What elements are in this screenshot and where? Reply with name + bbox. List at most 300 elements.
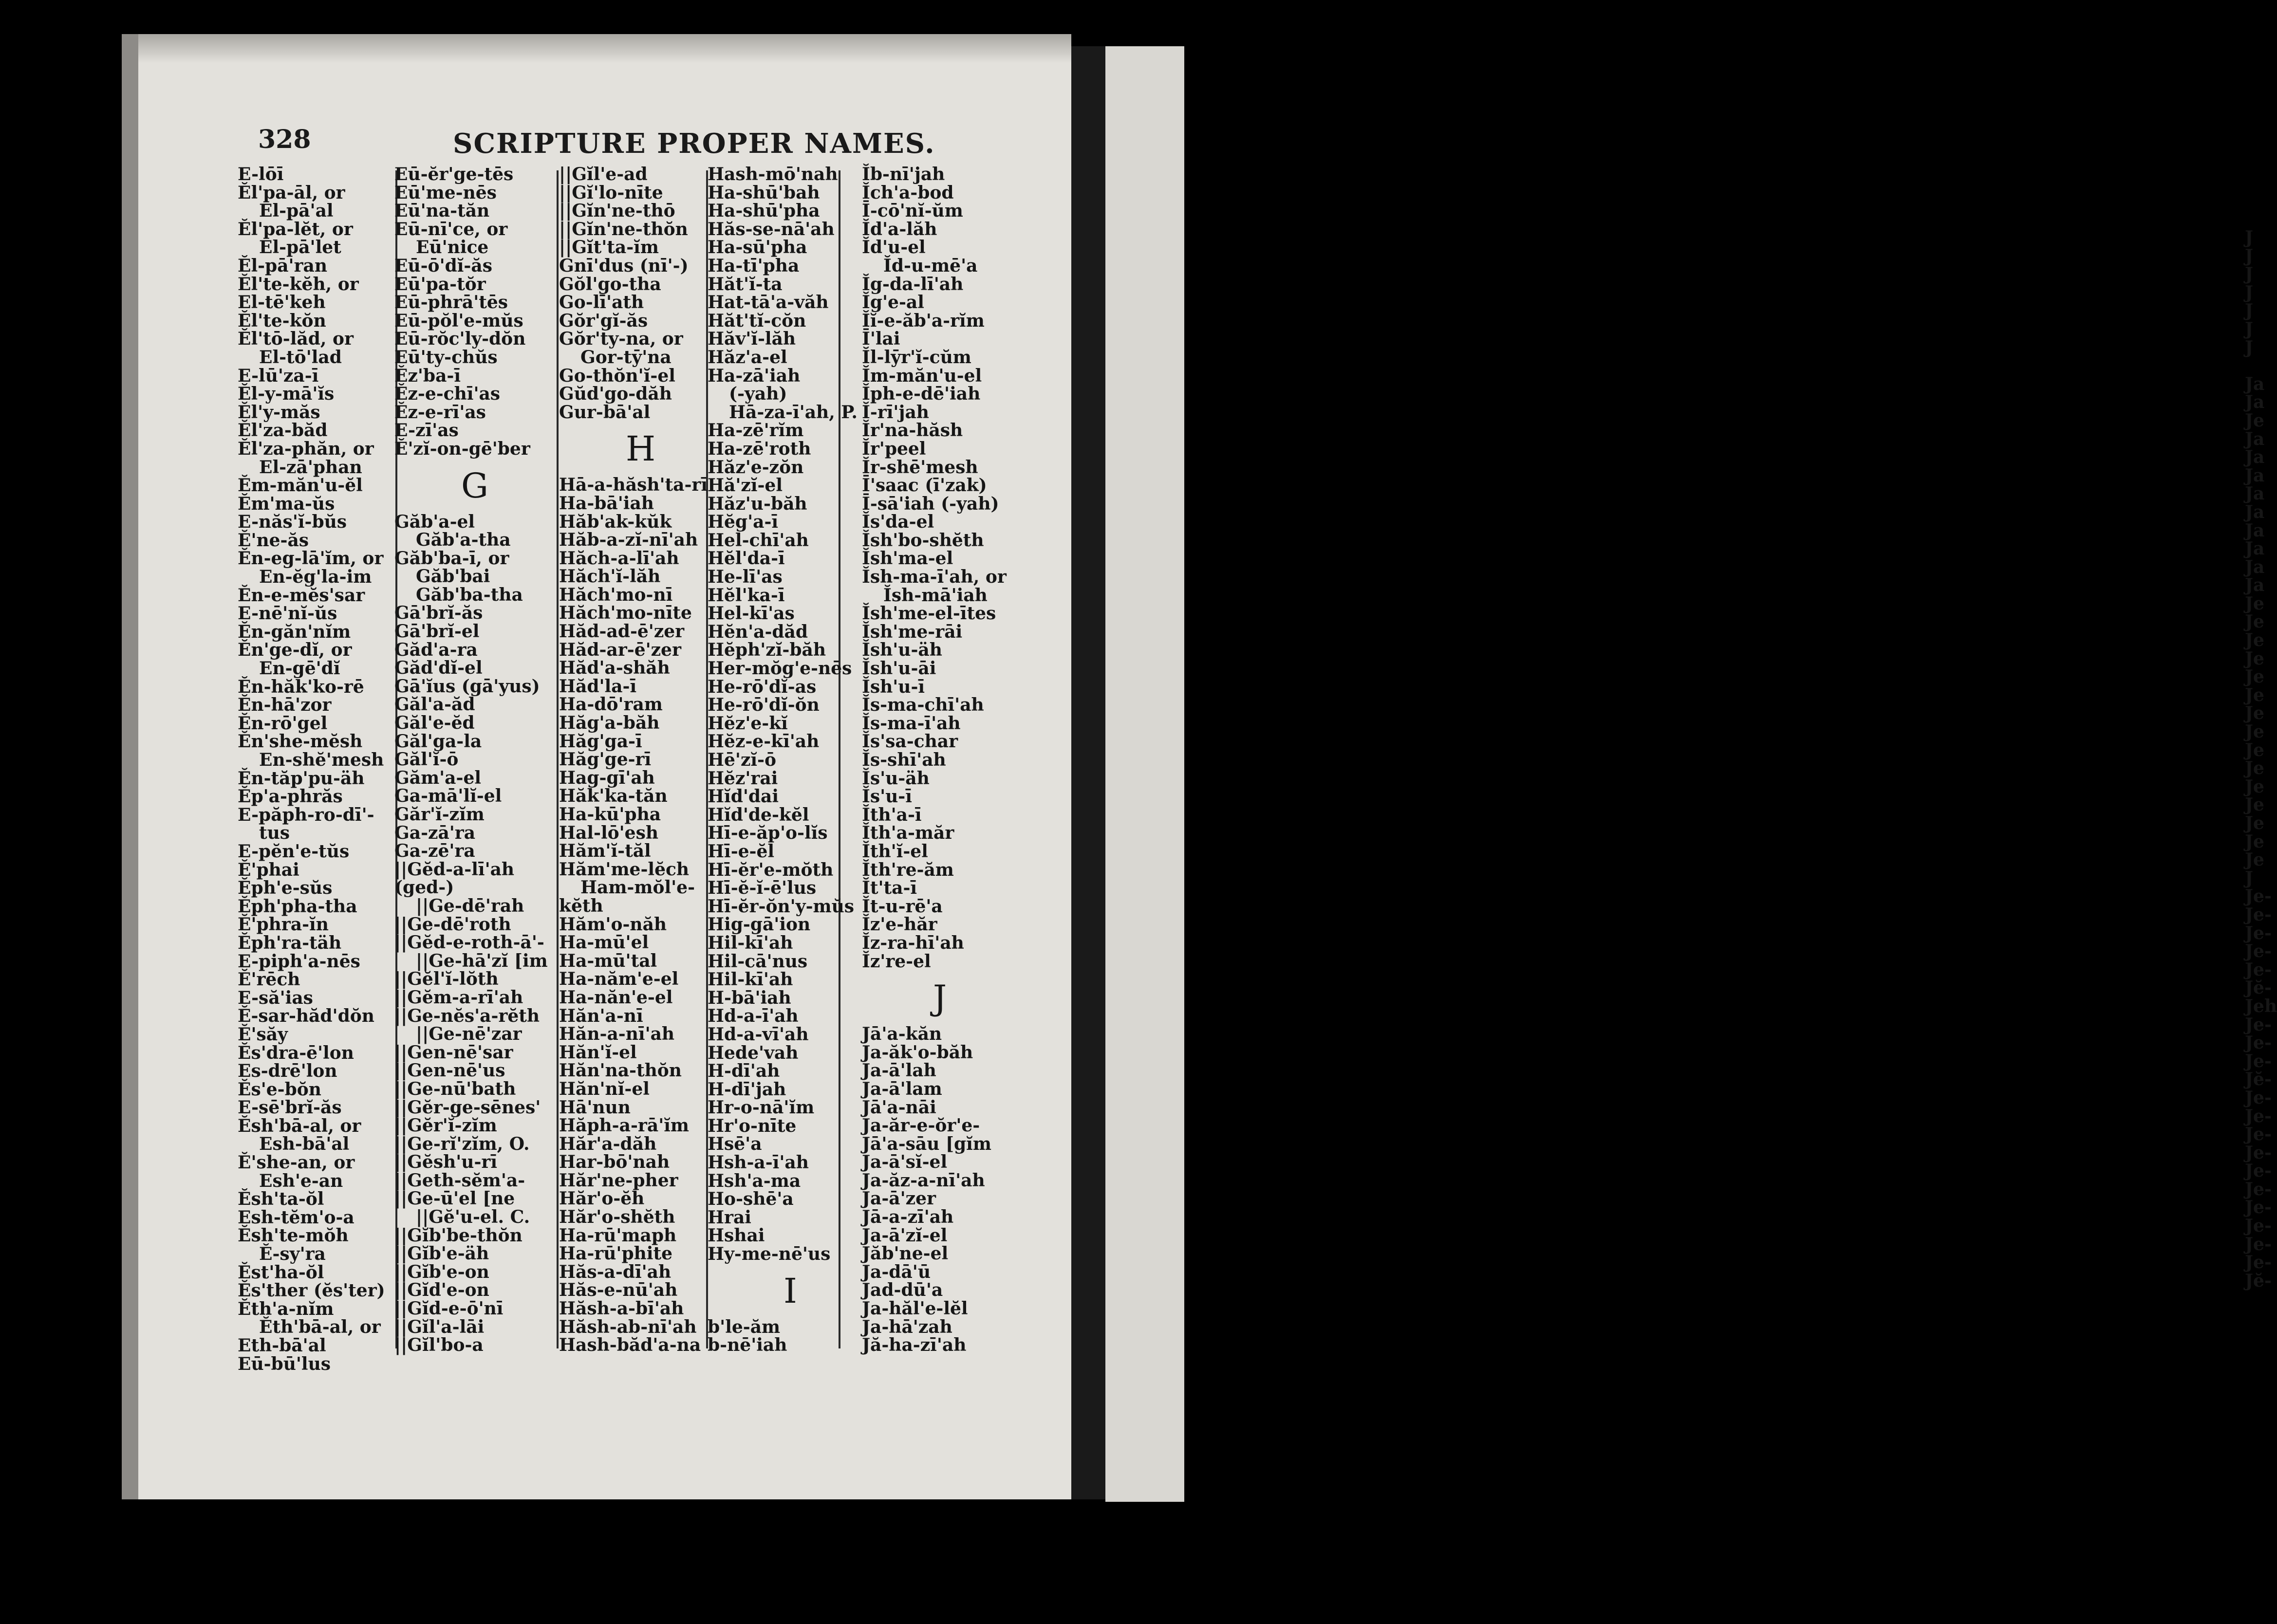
name-entry: Hshai — [708, 1225, 765, 1246]
name-entry: En-gē'dĭ — [259, 658, 340, 679]
next-page-fragment: Je — [2245, 813, 2264, 833]
next-page-fragment: Je- — [2245, 1033, 2272, 1053]
next-page-fragment: Ja — [2245, 392, 2265, 413]
name-entry: b'le-ăm — [708, 1316, 781, 1337]
next-page-fragment: Je- — [2245, 959, 2272, 980]
name-entry: ||Gĭl'e-ad — [559, 164, 648, 185]
name-entry: Eū-bū'lus — [238, 1353, 331, 1374]
name-entry: Hil-kī'ah — [708, 932, 793, 953]
name-entry: Hr-o-nā'ĭm — [708, 1097, 815, 1118]
name-entry: Hrai — [708, 1207, 751, 1228]
name-entry: Ĕ'she-an, or — [238, 1152, 355, 1173]
name-entry: Ham-mŏl'e- — [580, 877, 695, 898]
name-entry: ||Gĕd-a-lī'ah — [394, 859, 515, 880]
name-entry: Ha-shū'bah — [708, 182, 820, 203]
name-entry: Hăd-ar-ē'zer — [559, 639, 681, 660]
name-entry: Eū-ĕr'ge-tēs — [394, 164, 514, 185]
name-entry: Ĕl'y-măs — [238, 402, 320, 423]
name-entry: Hede'vah — [708, 1042, 799, 1063]
next-page-fragment: Je- — [2245, 1142, 2272, 1163]
name-entry: Ha-zā'iah — [708, 365, 801, 386]
name-entry: Hăz'a-el — [708, 347, 787, 368]
name-entry: Hē'zĭ-ō — [708, 750, 777, 770]
name-entry: Hig-gā'ion — [708, 914, 811, 935]
name-entry: Hăb-a-zĭ-nī'ah — [559, 530, 698, 551]
next-page-fragment: Ja — [2245, 556, 2265, 577]
name-entry: ||Gĕr-ge-sēnes' — [394, 1097, 541, 1118]
name-entry: Hăm'me-lĕch — [559, 859, 690, 880]
name-entry: Ja-ā'sĭ-el — [862, 1152, 948, 1173]
name-entry: Hăch'mo-nīte — [559, 603, 692, 624]
name-entry: Ĭsh'u-äh — [862, 640, 942, 661]
name-entry: kĕth — [559, 895, 603, 916]
name-entry: Ha-mū'tal — [559, 950, 657, 971]
name-entry: ||Ge-dē'rah — [416, 895, 524, 916]
name-entry: Ĭt-u-rē'a — [862, 896, 943, 917]
name-entry: Ha-zē'roth — [708, 438, 811, 459]
name-entry: Găm'a-el — [394, 767, 482, 788]
section-letter-heading: H — [625, 429, 656, 469]
name-entry: E-păph-ro-dī'- — [238, 804, 374, 825]
name-entry: H-dī'ah — [708, 1061, 780, 1082]
name-entry: Ja-ā'zer — [862, 1188, 936, 1209]
name-entry: El-tō'lad — [259, 347, 342, 368]
next-page-fragment: Je — [2245, 684, 2264, 705]
name-entry: Hăn'a-nī — [559, 1005, 643, 1026]
next-page-fragment: Je- — [2245, 1197, 2272, 1218]
name-entry: ||Gĕl'ĭ-lŏth — [394, 969, 499, 990]
name-entry: Găd'a-ra — [394, 639, 478, 660]
name-entry: Ī-sā'iah (-yah) — [862, 493, 999, 514]
name-entry: Ĭt'ta-ī — [862, 878, 917, 899]
running-title: SCRIPTURE PROPER NAMES. — [453, 128, 935, 160]
section-letter-heading: G — [461, 465, 488, 506]
next-page-fragment: Jĕ- — [2245, 1069, 2272, 1090]
name-entry: Hăch'ĭ-lăh — [559, 566, 661, 587]
next-page-fragment: Je — [2245, 776, 2264, 797]
name-entry: Ĭl-lȳr'ĭ-cŭm — [862, 347, 971, 368]
next-page-fragment: Ja — [2245, 465, 2265, 486]
next-page-fragment: Jĕ- — [2245, 1270, 2272, 1291]
name-entry: Hăsh-ab-nī'ah — [559, 1316, 697, 1337]
next-page-column — [2245, 229, 2277, 1290]
next-page-fragment: Ja — [2245, 483, 2265, 504]
name-entry: Ĕ'săy — [238, 1024, 288, 1045]
name-entry: Ĭz-ra-hī'ah — [862, 932, 964, 953]
name-entry: Ĭr'peel — [862, 438, 926, 459]
name-entry: Ĭsh'bo-shĕth — [862, 530, 984, 551]
name-entry: Ĕst'ha-ŏl — [238, 1262, 324, 1283]
name-entry: Hă'zĭ-el — [708, 475, 783, 496]
name-entry: Ĕl'pa-āl, or — [238, 182, 345, 203]
next-page-fragment: Je- — [2245, 886, 2272, 907]
next-page-fragment: Je — [2245, 630, 2264, 651]
next-page-fragment: Je — [2245, 758, 2264, 779]
name-entry: Gŏr'gĭ-ăs — [559, 310, 648, 331]
next-page-fragment: Je — [2245, 611, 2264, 632]
name-entry: ||Ge-hā'zĭ [im — [416, 950, 548, 971]
name-entry: Ĕl-y-mā'ĭs — [238, 384, 335, 405]
page-shadow-left — [122, 34, 138, 1499]
next-page-fragment: Je- — [2245, 904, 2272, 925]
next-page-fragment — [2245, 357, 2277, 375]
name-entry: Hsh-a-ī'ah — [708, 1152, 809, 1173]
name-entry: Eū'pa-tŏr — [394, 274, 486, 295]
name-entry: Găl'ĭ-ō — [394, 749, 459, 770]
name-entry: ||Gĭ'lo-nīte — [559, 182, 663, 203]
name-entry: Ĕn-rō'gel — [238, 713, 328, 734]
name-entry: Ĭz're-el — [862, 951, 931, 972]
name-entry: Hsē'a — [708, 1134, 762, 1155]
name-entry: Ĕn-hăk'ko-rē — [238, 676, 364, 697]
next-page-fragment: Je- — [2245, 1014, 2272, 1035]
name-entry: Ĭs-ma-ī'ah — [862, 713, 961, 734]
name-column-3 — [559, 166, 722, 1355]
name-entry: Hsh'a-ma — [708, 1170, 801, 1191]
name-entry: Ĭr-shē'mesh — [862, 457, 978, 478]
name-entry: Ja-ā'zĭ-el — [862, 1225, 948, 1246]
name-entry: ||Gĭd-e-ō'nī — [394, 1298, 504, 1319]
name-entry: El-pā'let — [259, 237, 341, 258]
name-entry: Ĭsh'me-el-ītes — [862, 603, 996, 624]
name-entry: ||Ge-nē'zar — [416, 1024, 522, 1045]
name-entry: Jă-ha-zī'ah — [862, 1335, 967, 1356]
name-entry: Esh-tĕm'o-a — [238, 1207, 355, 1228]
name-entry: Gŏl'go-tha — [559, 274, 661, 295]
name-entry: Gŭd'go-dăh — [559, 384, 672, 405]
name-entry: Hăt'ĭ-ta — [708, 274, 783, 295]
name-entry: Gnī'dus (nī'-) — [559, 255, 689, 276]
name-entry: Găl'a-ăd — [394, 694, 475, 715]
name-entry: Găb'a-tha — [416, 530, 511, 551]
name-entry: Ĕn-e-mĕs'sar — [238, 585, 365, 606]
name-entry: Hăr'ne-pher — [559, 1170, 678, 1191]
name-entry: ||Ge-dē'roth — [394, 914, 511, 935]
next-page-fragment: J — [2245, 300, 2254, 321]
name-entry: Găb'ba-ī, or — [394, 548, 509, 569]
name-entry: Ha-shū'pha — [708, 201, 820, 221]
name-entry: (-yah) — [729, 384, 787, 405]
name-entry: Hal-lō'esh — [559, 822, 659, 843]
name-entry: Gur-bā'al — [559, 402, 651, 423]
next-page-fragment: Ja — [2245, 538, 2265, 559]
next-page-fragment: Ja — [2245, 447, 2265, 468]
name-entry: Hĕl'ka-ī — [708, 585, 785, 606]
name-entry: ||Geth-sĕm'a- — [394, 1170, 525, 1191]
name-entry: Hī-ĕr'e-mŏth — [708, 859, 834, 880]
next-page-fragment: Jeh — [2245, 996, 2277, 1016]
name-entry: Hy-me-nē'us — [708, 1244, 831, 1265]
name-entry: ||Gĭt'ta-ĭm — [559, 237, 659, 258]
name-entry: Hī-ĕ-ĭ-ē'lus — [708, 878, 817, 899]
name-entry: Ĕl'te-kĕh, or — [238, 274, 359, 295]
name-entry: Ja-ăr-e-ŏr'e- — [862, 1115, 980, 1136]
name-entry: Ja-dā'ū — [862, 1261, 931, 1282]
name-entry: Hĕg'a-ī — [708, 512, 779, 533]
name-entry: Hel-chī'ah — [708, 530, 809, 551]
name-entry: Hăch-a-lī'ah — [559, 548, 679, 569]
name-entry: Hăch'mo-nī — [559, 584, 673, 605]
name-entry: Ĕph'pha-tha — [238, 896, 357, 917]
name-entry: Hăr'a-dăh — [559, 1133, 657, 1154]
name-entry: Ĭz'e-hăr — [862, 914, 937, 935]
name-entry: Jā'a-nāi — [862, 1097, 936, 1118]
next-page-fragment: Je — [2245, 648, 2264, 669]
next-page-fragment: Je- — [2245, 1234, 2272, 1255]
name-entry: ||Gĕd-e-roth-ā'- — [394, 932, 544, 953]
name-entry: Hăs-a-dī'ah — [559, 1261, 672, 1282]
name-entry: Hăr'o-ĕh — [559, 1188, 645, 1209]
next-page-fragment: Je — [2245, 849, 2264, 870]
next-page-fragment: Je- — [2245, 1161, 2272, 1181]
name-entry: Ja-ăk'o-băh — [862, 1042, 973, 1063]
name-entry: Hd-a-vī'ah — [708, 1024, 809, 1045]
next-page-fragment: Je — [2245, 721, 2264, 742]
name-entry: Ĕs'e-bŏn — [238, 1079, 321, 1100]
name-entry: Ja-hā'zah — [862, 1316, 952, 1337]
name-entry: ||Ge-ū'el [ne — [394, 1188, 515, 1209]
name-entry: Ī-cō'nĭ-ŭm — [862, 201, 963, 221]
name-entry: Ĕs'ther (ĕs'ter) — [238, 1280, 385, 1301]
next-page-fragment: Ja — [2245, 373, 2265, 394]
name-entry: ||Gĭn'ne-thŏn — [559, 219, 688, 240]
name-entry: ||Gĕ'u-el. C. — [416, 1207, 530, 1228]
gutter-shadow — [1071, 46, 1105, 1499]
name-entry: Ha-năn'e-el — [559, 987, 673, 1008]
name-entry: Hăg'a-băh — [559, 713, 660, 734]
name-entry: ||Gĕsh'u-rī — [394, 1152, 498, 1173]
name-entry: E-năs'ĭ-bŭs — [238, 512, 347, 533]
name-entry: Ĭd'u-el — [862, 237, 926, 258]
name-entry: Găb'ba-tha — [416, 584, 523, 605]
name-entry: Ha-kū'pha — [559, 804, 661, 825]
name-entry: Ĕl'za-băd — [238, 420, 328, 441]
name-entry: E-lū'za-ī — [238, 365, 319, 386]
name-entry: Ĭ-rī'jah — [862, 402, 929, 423]
name-entry: Ĕn-tăp'pu-äh — [238, 768, 365, 789]
name-entry: Ĕz'ba-ī — [394, 365, 461, 386]
next-page-fragment: Je- — [2245, 923, 2272, 943]
name-entry: Ĕ'rēch — [238, 969, 300, 990]
name-entry: Ĕs'dra-ē'lon — [238, 1042, 354, 1063]
section-letter-heading: J — [933, 978, 947, 1018]
next-page-fragment: Je — [2245, 410, 2264, 431]
name-entry: Ĭs-ma-chī'ah — [862, 695, 984, 716]
name-entry: Hăs-e-nū'ah — [559, 1280, 678, 1301]
name-entry: Ĕth'a-nĭm — [238, 1298, 334, 1319]
name-entry: El-zā'phan — [259, 457, 362, 478]
name-entry: Gā'brĭ-el — [394, 621, 480, 642]
name-entry: ||Gĕr'ĭ-zĭm — [394, 1115, 497, 1136]
name-entry: Hag-gī'ah — [559, 767, 655, 788]
name-entry: Ī'lai — [862, 329, 900, 350]
name-entry: Găr'ĭ-zĭm — [394, 804, 485, 825]
name-entry: Hăr'o-shĕth — [559, 1207, 675, 1228]
name-entry: H-bā'iah — [708, 987, 791, 1008]
name-entry: Hăd-ad-ē'zer — [559, 621, 685, 642]
name-entry: En-shĕ'mesh — [259, 750, 384, 770]
name-entry: Hăz'u-băh — [708, 493, 807, 514]
name-entry: Ĕ'phra-ĭn — [238, 914, 329, 935]
name-entry: ||Ge-rĭ'zĭm, O. — [394, 1133, 530, 1154]
name-entry: Hăk'ka-tăn — [559, 786, 668, 807]
next-page-fragment: Je- — [2245, 1216, 2272, 1236]
next-page-fragment: Je — [2245, 593, 2264, 614]
name-entry: Ĕn'ge-dĭ, or — [238, 640, 352, 661]
name-entry: Jā-a-zī'ah — [862, 1207, 954, 1228]
name-entry: Ĕz-e-chī'as — [394, 384, 501, 405]
name-entry: Hĕph'zĭ-băh — [708, 640, 826, 661]
next-page-fragment: Je — [2245, 739, 2264, 760]
name-entry: Hash-băd'a-na — [559, 1335, 701, 1356]
name-entry: Ĕ-sy'ra — [259, 1244, 326, 1265]
next-page-fragment: J — [2245, 282, 2254, 303]
name-entry: Ĕl'pa-lĕt, or — [238, 219, 353, 240]
name-entry: Hĕz'rai — [708, 768, 778, 789]
name-entry: Go-lī'ath — [559, 292, 644, 313]
name-entry: Hĕz-e-kī'ah — [708, 731, 820, 752]
name-entry: Ga-zā'ra — [394, 822, 476, 843]
next-page-fragment: J — [2245, 337, 2254, 358]
section-letter-heading: I — [784, 1271, 797, 1311]
name-entry: Hash-mō'nah — [708, 164, 838, 185]
name-entry: Hĕl'da-ī — [708, 548, 785, 569]
name-entry: Găl'e-ĕd — [394, 713, 475, 734]
name-entry: Hā'nun — [559, 1097, 631, 1118]
name-entry: Ja-hăl'e-lĕl — [862, 1298, 968, 1319]
name-entry: Ĭsh-ma-ī'ah, or — [862, 567, 1007, 588]
next-page-fragment: Je- — [2245, 1179, 2272, 1200]
name-entry: Ĕsh'te-mŏh — [238, 1225, 349, 1246]
name-entry: Jad-dū'a — [862, 1280, 943, 1301]
name-entry: Ĭb-nī'jah — [862, 164, 945, 185]
name-entry: Ĭr'na-hăsh — [862, 420, 963, 441]
name-entry: Hī-ĕr-ŏn'y-mŭs — [708, 896, 855, 917]
name-entry: ||Gĭl'bo-a — [394, 1335, 484, 1356]
name-entry: Eū-ō'dĭ-ăs — [394, 255, 492, 276]
name-entry: b-nē'iah — [708, 1335, 787, 1356]
name-entry: Ĭs'u-äh — [862, 768, 930, 789]
name-entry: Ĕl'za-phăn, or — [238, 438, 374, 459]
name-entry: Ha-rū'maph — [559, 1225, 677, 1246]
name-entry: En-ĕg'la-im — [259, 567, 372, 588]
name-entry: Her-mŏg'e-nēs — [708, 658, 852, 679]
name-column-5 — [862, 166, 1018, 1355]
next-page-fragment: Je — [2245, 703, 2264, 724]
name-entry: Go-thŏn'ĭ-el — [559, 365, 675, 386]
next-page-fragment: Je- — [2245, 1106, 2272, 1126]
name-entry: H-dī'jah — [708, 1079, 786, 1100]
name-entry: Ĕth'bā-al, or — [259, 1317, 381, 1338]
name-entry: Hăs-se-nā'ah — [708, 219, 835, 240]
name-entry: Găd'dĭ-el — [394, 658, 483, 679]
name-entry: tus — [259, 823, 290, 844]
name-entry: Ĭsh'me-rāi — [862, 621, 963, 642]
name-entry: Ja-ā'lam — [862, 1078, 942, 1099]
name-entry: Hī-e-ĕl — [708, 841, 775, 862]
name-entry: Ĕ'phai — [238, 859, 299, 880]
name-entry: Es-drē'lon — [238, 1061, 337, 1082]
name-entry: Ĕl'te-kŏn — [238, 310, 326, 331]
page-number: 328 — [258, 125, 311, 154]
name-entry: Ĭg-da-lī'ah — [862, 274, 964, 295]
next-page-fragment: J — [2245, 867, 2254, 888]
name-entry: Hil-kī'ah — [708, 969, 793, 990]
name-entry: Hăn'na-thŏn — [559, 1060, 682, 1081]
name-entry: Ĕn-găn'nĭm — [238, 621, 351, 642]
name-entry: ||Gĭb'be-thŏn — [394, 1225, 523, 1246]
name-entry: El-pā'al — [259, 201, 334, 221]
name-entry: Ha-zē'rĭm — [708, 420, 804, 441]
name-entry: Esh-bā'al — [259, 1134, 350, 1155]
name-entry: Esh'e-an — [259, 1170, 343, 1191]
name-entry: Ha-năm'e-el — [559, 969, 679, 990]
name-entry: ||Gĭn'ne-thō — [559, 201, 675, 221]
name-entry: Ĭth'ĭ-el — [862, 841, 928, 862]
name-column-2 — [394, 166, 555, 1355]
name-entry: Ĕn-eg-lā'ĭm, or — [238, 548, 384, 569]
name-entry: Eū-nī'ce, or — [394, 219, 508, 240]
name-entry: ||Gĕm-a-rī'ah — [394, 987, 523, 1008]
name-entry: Hĕz'e-kĭ — [708, 713, 788, 734]
name-entry: Ĕp'a-phrăs — [238, 786, 343, 807]
name-entry: Ĭs-shī'ah — [862, 750, 946, 770]
name-entry: Eū'me-nēs — [394, 182, 497, 203]
name-entry: Ĕph'ra-täh — [238, 932, 342, 953]
name-entry: Hăg'ga-ī — [559, 731, 642, 752]
name-entry: Eū'nice — [416, 237, 489, 258]
name-entry: Ho-shē'a — [708, 1189, 794, 1210]
name-entry: Ĭs'sa-char — [862, 731, 958, 752]
name-entry: E-sē'brĭ-ăs — [238, 1097, 342, 1118]
name-entry: Ĕm-măn'u-ĕl — [238, 475, 363, 496]
name-entry: Hā-za-ī'ah, P. — [729, 402, 858, 423]
next-page-fragment: J — [2245, 264, 2254, 285]
name-entry: Ĕ-sar-hăd'dŏn — [238, 1006, 374, 1027]
name-entry: Hăph-a-rā'ĭm — [559, 1115, 689, 1136]
name-entry: Ĕph'e-sŭs — [238, 878, 333, 899]
name-entry: Ĕ'zĭ-on-gē'ber — [394, 438, 530, 459]
next-page-edge — [1105, 46, 2277, 1502]
name-entry: Hăb'ak-kŭk — [559, 511, 672, 532]
name-entry: Găb'a-el — [394, 511, 475, 532]
name-entry: Hăv'ĭ-lăh — [708, 329, 796, 350]
name-entry: Hī-e-ăp'o-lĭs — [708, 823, 828, 844]
next-page-fragment: Je — [2245, 794, 2264, 815]
name-entry: Ĕm'ma-ŭs — [238, 493, 335, 514]
running-header — [0, 95, 1184, 160]
name-column-4 — [708, 166, 873, 1355]
next-page-fragment: Je- — [2245, 1051, 2272, 1071]
name-entry: Hăsh-a-bī'ah — [559, 1298, 684, 1319]
name-entry: Hĭd'de-kĕl — [708, 804, 809, 825]
name-entry: ||Ge-nū'bath — [394, 1078, 516, 1099]
name-entry: Ĕsh'ta-ŏl — [238, 1189, 324, 1210]
name-entry: ||Ge-nĕs'a-rĕth — [394, 1005, 540, 1026]
next-page-fragment: Je- — [2245, 1087, 2272, 1108]
name-entry: Hăz'e-zŏn — [708, 457, 804, 478]
name-entry: Ĭsh'u-āi — [862, 658, 936, 679]
next-page-fragment: J — [2245, 245, 2254, 266]
next-page-fragment: Je- — [2245, 1124, 2272, 1145]
next-page-fragment: Je — [2245, 666, 2264, 687]
name-entry: Ĕl'tō-lăd, or — [238, 329, 354, 350]
name-entry: Ĭg'e-al — [862, 292, 924, 313]
name-entry: Eū-rŏc'ly-dŏn — [394, 329, 526, 350]
name-entry: Hăd'la-ī — [559, 676, 637, 697]
name-entry: Ĭth're-ăm — [862, 859, 954, 880]
name-entry: Ĕsh'bā-al, or — [238, 1115, 361, 1136]
